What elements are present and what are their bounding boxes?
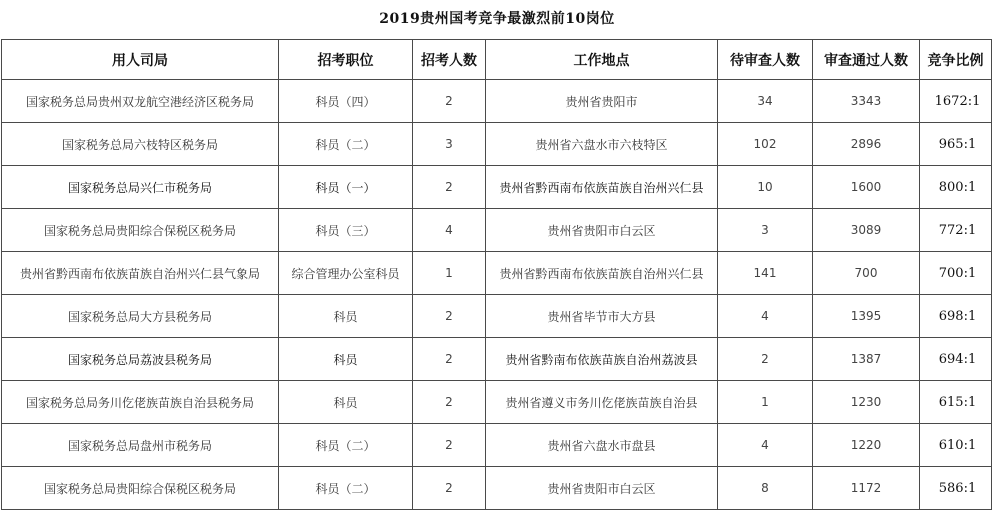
- cell-passed: 1220: [813, 424, 920, 467]
- header-row: [2, 40, 992, 80]
- cell-location: 贵州省黔南布依族苗族自治州荔波县: [486, 338, 718, 381]
- cell-ratio: 586:1: [920, 467, 992, 510]
- table-row: [2, 209, 992, 252]
- cell-dept: 国家税务总局荔波县税务局: [2, 338, 279, 381]
- ranking-table: [1, 39, 992, 510]
- cell-recruit: 2: [413, 80, 486, 123]
- cell-ratio: 694:1: [920, 338, 992, 381]
- cell-dept: 国家税务总局大方县税务局: [2, 295, 279, 338]
- cell-recruit: 2: [413, 381, 486, 424]
- cell-ratio: 772:1: [920, 209, 992, 252]
- cell-dept: 国家税务总局贵州双龙航空港经济区税务局: [2, 80, 279, 123]
- header-recruit-count: 招考人数: [413, 40, 486, 80]
- cell-position: 科员（三）: [279, 209, 413, 252]
- cell-pending: 8: [718, 467, 813, 510]
- cell-dept: 国家税务总局贵阳综合保税区税务局: [2, 209, 279, 252]
- cell-passed: 2896: [813, 123, 920, 166]
- table-row: [2, 252, 992, 295]
- cell-passed: 1230: [813, 381, 920, 424]
- cell-pending: 102: [718, 123, 813, 166]
- cell-position: 科员（二）: [279, 123, 413, 166]
- header-pending-count: 待审查人数: [718, 40, 813, 80]
- cell-position: 科员: [279, 295, 413, 338]
- cell-passed: 3343: [813, 80, 920, 123]
- cell-position: 科员（二）: [279, 424, 413, 467]
- cell-recruit: 2: [413, 467, 486, 510]
- header-position: 招考职位: [279, 40, 413, 80]
- table-row: [2, 381, 992, 424]
- cell-recruit: 2: [413, 295, 486, 338]
- header-location: 工作地点: [486, 40, 718, 80]
- cell-recruit: 3: [413, 123, 486, 166]
- cell-location: 贵州省遵义市务川仡佬族苗族自治县: [486, 381, 718, 424]
- cell-pending: 141: [718, 252, 813, 295]
- cell-position: 科员: [279, 338, 413, 381]
- cell-pending: 2: [718, 338, 813, 381]
- cell-pending: 1: [718, 381, 813, 424]
- cell-recruit: 2: [413, 424, 486, 467]
- cell-location: 贵州省贵阳市: [486, 80, 718, 123]
- header-dept: 用人司局: [2, 40, 279, 80]
- cell-dept: 国家税务总局务川仡佬族苗族自治县税务局: [2, 381, 279, 424]
- cell-ratio: 615:1: [920, 381, 992, 424]
- cell-location: 贵州省六盘水市六枝特区: [486, 123, 718, 166]
- cell-recruit: 1: [413, 252, 486, 295]
- cell-passed: 1387: [813, 338, 920, 381]
- cell-recruit: 2: [413, 338, 486, 381]
- cell-passed: 1395: [813, 295, 920, 338]
- cell-dept: 国家税务总局六枝特区税务局: [2, 123, 279, 166]
- cell-ratio: 610:1: [920, 424, 992, 467]
- header-passed-count: 审查通过人数: [813, 40, 920, 80]
- cell-pending: 34: [718, 80, 813, 123]
- cell-ratio: 698:1: [920, 295, 992, 338]
- cell-dept: 贵州省黔西南布依族苗族自治州兴仁县气象局: [2, 252, 279, 295]
- table-row: [2, 424, 992, 467]
- cell-location: 贵州省贵阳市白云区: [486, 467, 718, 510]
- cell-passed: 700: [813, 252, 920, 295]
- cell-ratio: 1672:1: [920, 80, 992, 123]
- table-row: [2, 166, 992, 209]
- cell-ratio: 800:1: [920, 166, 992, 209]
- cell-pending: 4: [718, 295, 813, 338]
- cell-pending: 4: [718, 424, 813, 467]
- cell-position: 科员（四）: [279, 80, 413, 123]
- cell-dept: 国家税务总局盘州市税务局: [2, 424, 279, 467]
- cell-position: 科员（一）: [279, 166, 413, 209]
- table-row: [2, 467, 992, 510]
- cell-ratio: 700:1: [920, 252, 992, 295]
- cell-recruit: 2: [413, 166, 486, 209]
- table-row: [2, 338, 992, 381]
- cell-position: 科员: [279, 381, 413, 424]
- cell-location: 贵州省毕节市大方县: [486, 295, 718, 338]
- cell-position: 综合管理办公室科员: [279, 252, 413, 295]
- cell-passed: 1172: [813, 467, 920, 510]
- table-title: 2019贵州国考竞争最激烈前10岗位: [379, 11, 615, 27]
- cell-pending: 3: [718, 209, 813, 252]
- cell-dept: 国家税务总局贵阳综合保税区税务局: [2, 467, 279, 510]
- table-row: [2, 123, 992, 166]
- cell-recruit: 4: [413, 209, 486, 252]
- cell-location: 贵州省黔西南布依族苗族自治州兴仁县: [486, 166, 718, 209]
- cell-location: 贵州省六盘水市盘县: [486, 424, 718, 467]
- cell-ratio: 965:1: [920, 123, 992, 166]
- cell-dept: 国家税务总局兴仁市税务局: [2, 166, 279, 209]
- cell-location: 贵州省贵阳市白云区: [486, 209, 718, 252]
- cell-pending: 10: [718, 166, 813, 209]
- table-row: [2, 295, 992, 338]
- cell-passed: 3089: [813, 209, 920, 252]
- cell-position: 科员（二）: [279, 467, 413, 510]
- cell-location: 贵州省黔西南布依族苗族自治州兴仁县: [486, 252, 718, 295]
- table-row: [2, 80, 992, 123]
- header-ratio: 竞争比例: [920, 40, 992, 80]
- cell-passed: 1600: [813, 166, 920, 209]
